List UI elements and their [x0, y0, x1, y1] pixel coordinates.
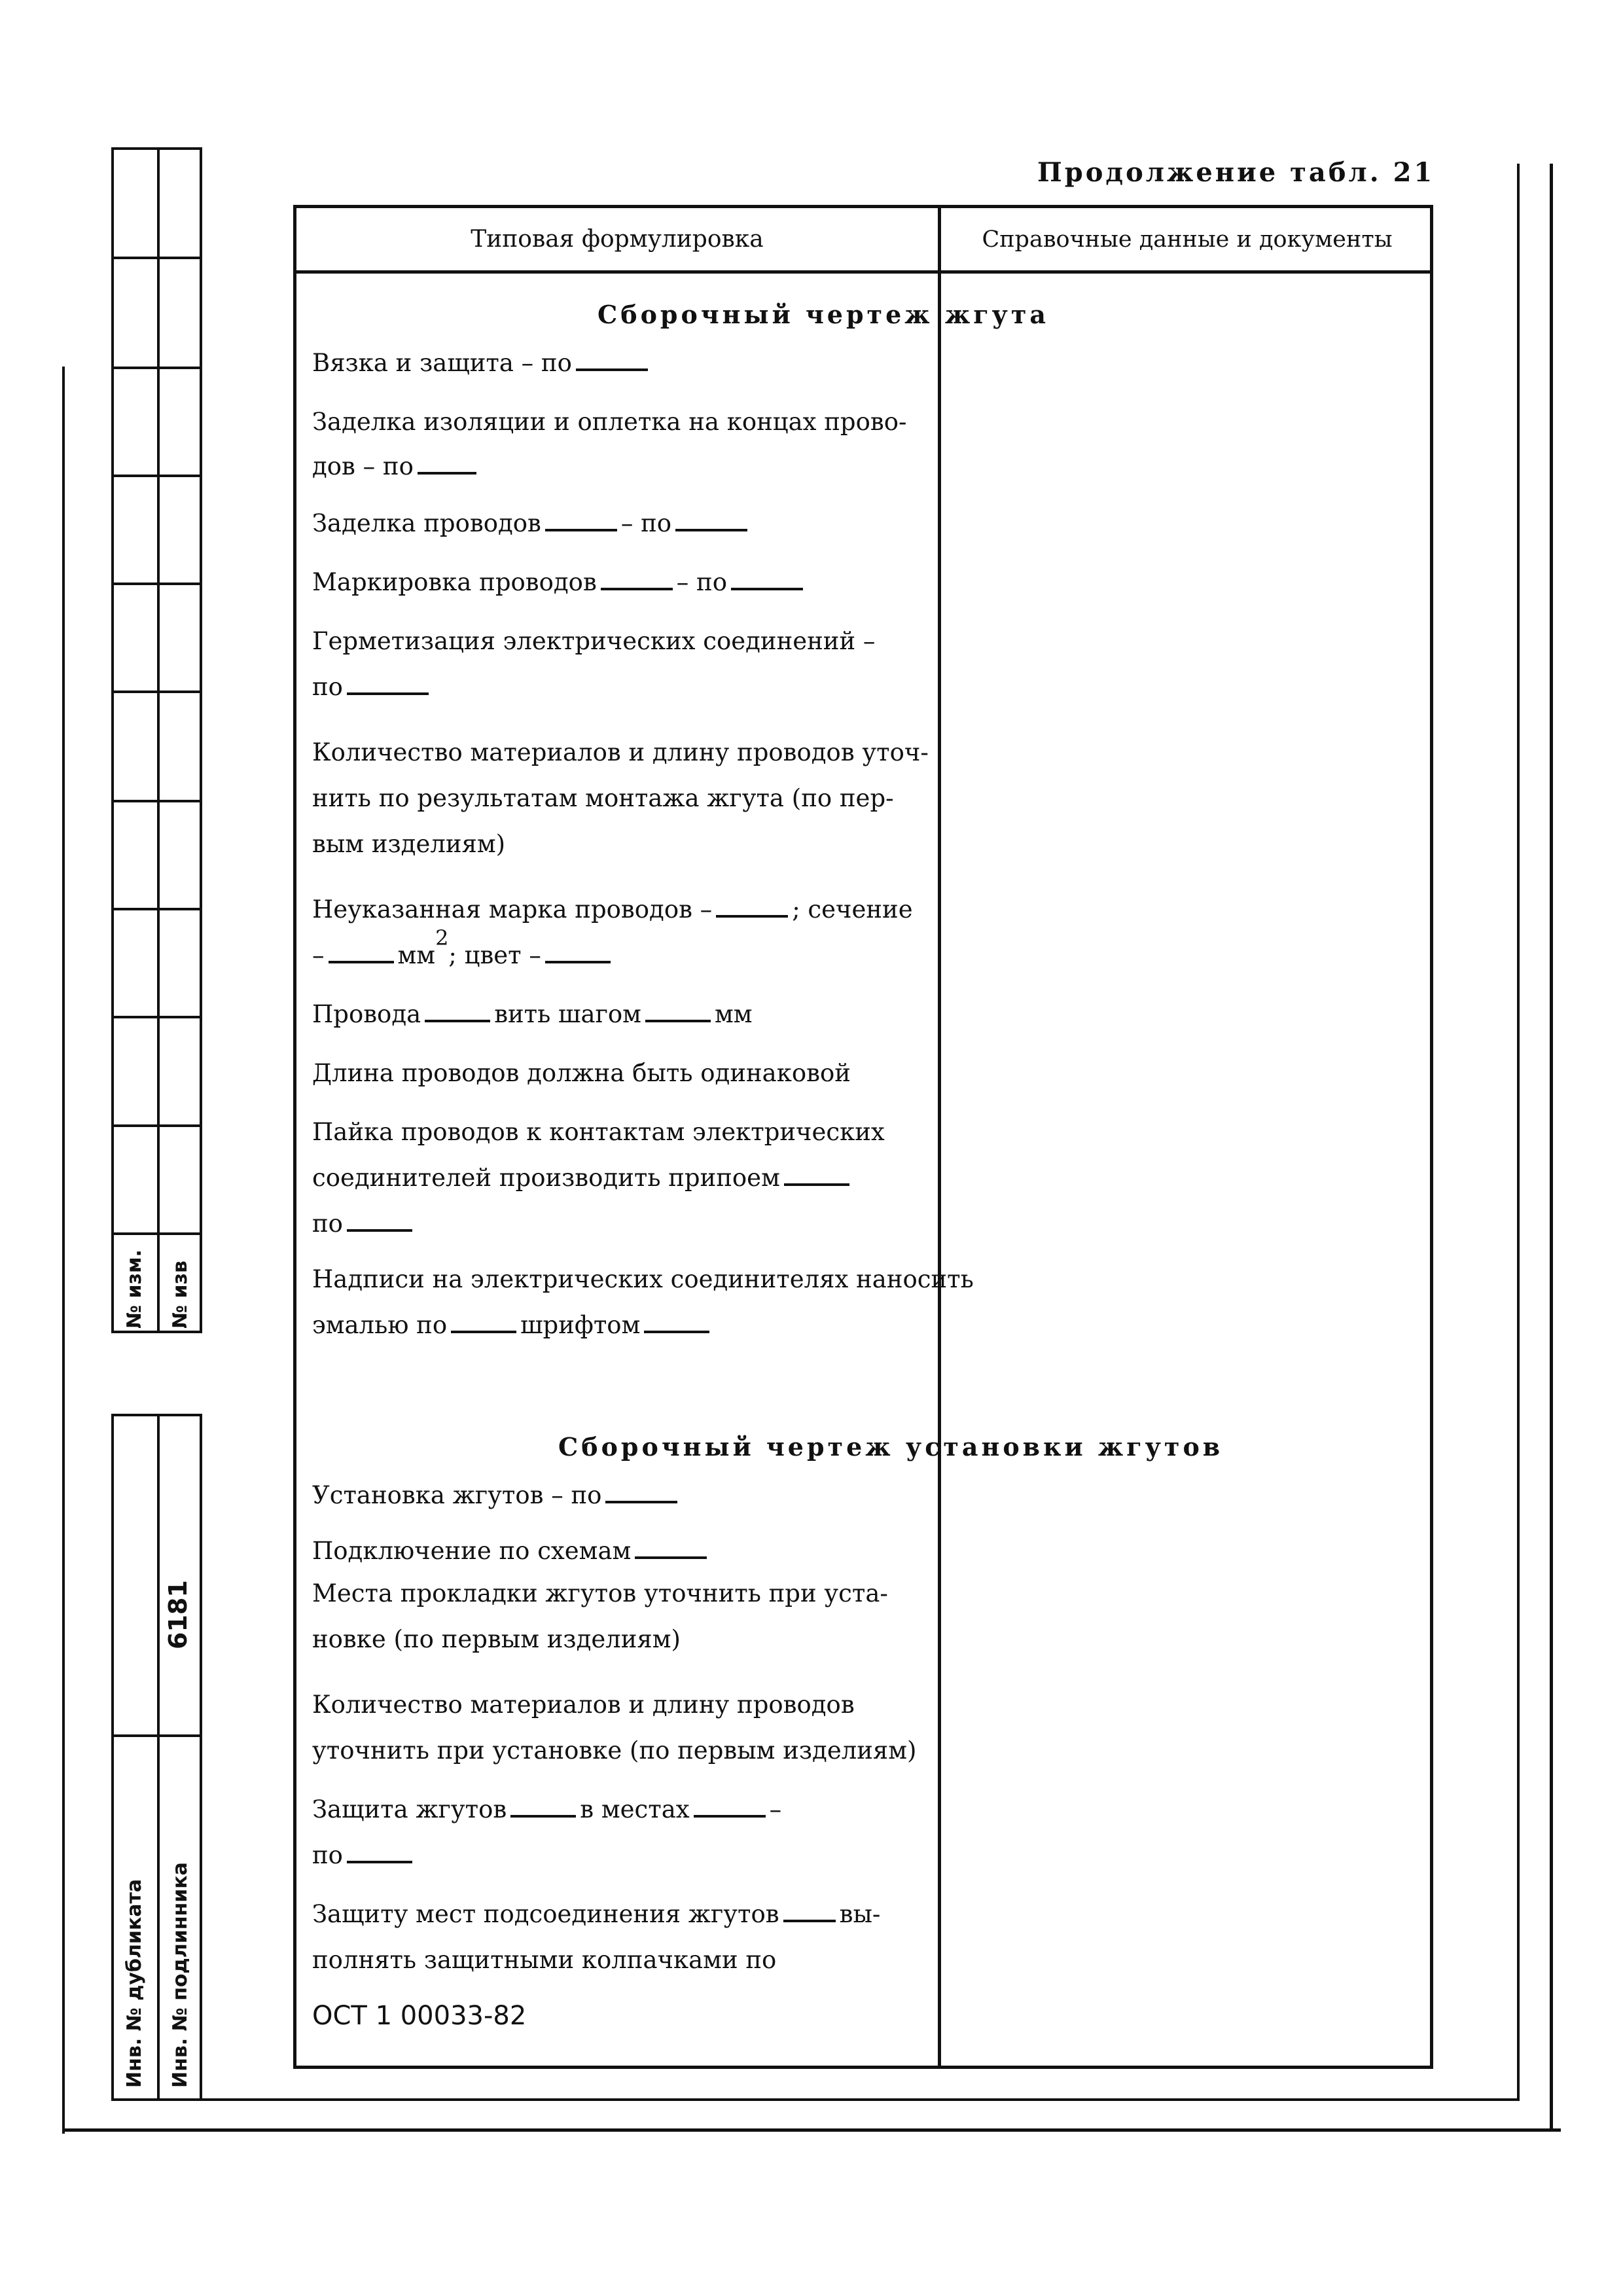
text-line: Количество материалов и длину проводов	[312, 1691, 855, 1719]
frame-inner-bottom-line	[111, 2098, 1518, 2101]
margin-label-change-number: № изм.	[123, 1249, 146, 1329]
text-line: по	[312, 1200, 416, 1248]
text-line: Защиту мест подсоединения жгутов вы-	[312, 1900, 881, 1928]
text-line: нить по результатам монтажа жгута (по пер-	[312, 784, 894, 812]
formulation-table	[293, 205, 1433, 2069]
text-line: полнять защитными колпачками по	[312, 1946, 777, 1974]
text-line: по	[312, 663, 433, 711]
text-line: эмалью по шрифтом	[312, 1301, 713, 1350]
text-line: Места прокладки жгутов уточнить при уста-	[312, 1579, 888, 1607]
text-line: соединителей производить припоем	[312, 1154, 853, 1202]
margin-inventory-number: 6181	[164, 1580, 192, 1649]
text-line: Установка жгутов – по	[312, 1471, 681, 1520]
section-title-harness-installation: Сборочный чертеж установки жгутов	[558, 1432, 1224, 1462]
text-line: Вязка и защита – по	[312, 339, 652, 387]
text-line: Подключение по схемам	[312, 1527, 711, 1575]
section-title-harness-drawing: Сборочный чертеж жгута	[597, 300, 1050, 329]
text-line: новке (по первым изделиям)	[312, 1625, 681, 1653]
text-line: вым изделиям)	[312, 830, 506, 858]
frame-bottom-line	[62, 2128, 1561, 2132]
text-line: Защита жгутов в местах –	[312, 1795, 782, 1823]
text-line: Неуказанная марка проводов – ; сечение	[312, 895, 913, 924]
text-line: по	[312, 1831, 416, 1880]
standard-reference: ОСТ 1 00033-82	[312, 2001, 527, 2031]
margin-label-original-inventory: Инв. № подлинника	[169, 1862, 192, 2088]
text-line: Заделка изоляции и оплетка на концах прово-	[312, 408, 907, 436]
text-line: Длина проводов должна быть одинаковой	[312, 1059, 851, 1087]
margin-label-duplicate-inventory: Инв. № дубликата	[123, 1878, 146, 2088]
text-line: дов – по	[312, 442, 480, 491]
margin-label-notice-number: № изв	[169, 1261, 192, 1329]
column-divider	[938, 208, 941, 2066]
column-header-formulation: Типовая формулировка	[296, 208, 938, 274]
text-line: Герметизация электрических соединений –	[312, 627, 876, 655]
text-line: Надписи на электрических соединителях наносить	[312, 1265, 974, 1293]
text-line: – мм2; цвет –	[312, 931, 615, 980]
text-line: уточнить при установке (по первым изделиям)	[312, 1736, 917, 1765]
text-line: Пайка проводов к контактам электрических	[312, 1118, 885, 1146]
frame-right-line-inner	[1517, 164, 1520, 2101]
text-line: Заделка проводов – по	[312, 499, 751, 548]
frame-left-line	[62, 367, 65, 2134]
text-line: Маркировка проводов – по	[312, 558, 807, 607]
frame-right-line-outer	[1550, 164, 1553, 2130]
text-line: Количество материалов и длину проводов уточ-	[312, 738, 929, 766]
text-line: Провода вить шагом мм	[312, 1000, 753, 1028]
table-continuation-caption: Продолжение табл. 21	[1037, 157, 1435, 188]
column-header-references: Справочные данные и документы	[941, 208, 1433, 274]
